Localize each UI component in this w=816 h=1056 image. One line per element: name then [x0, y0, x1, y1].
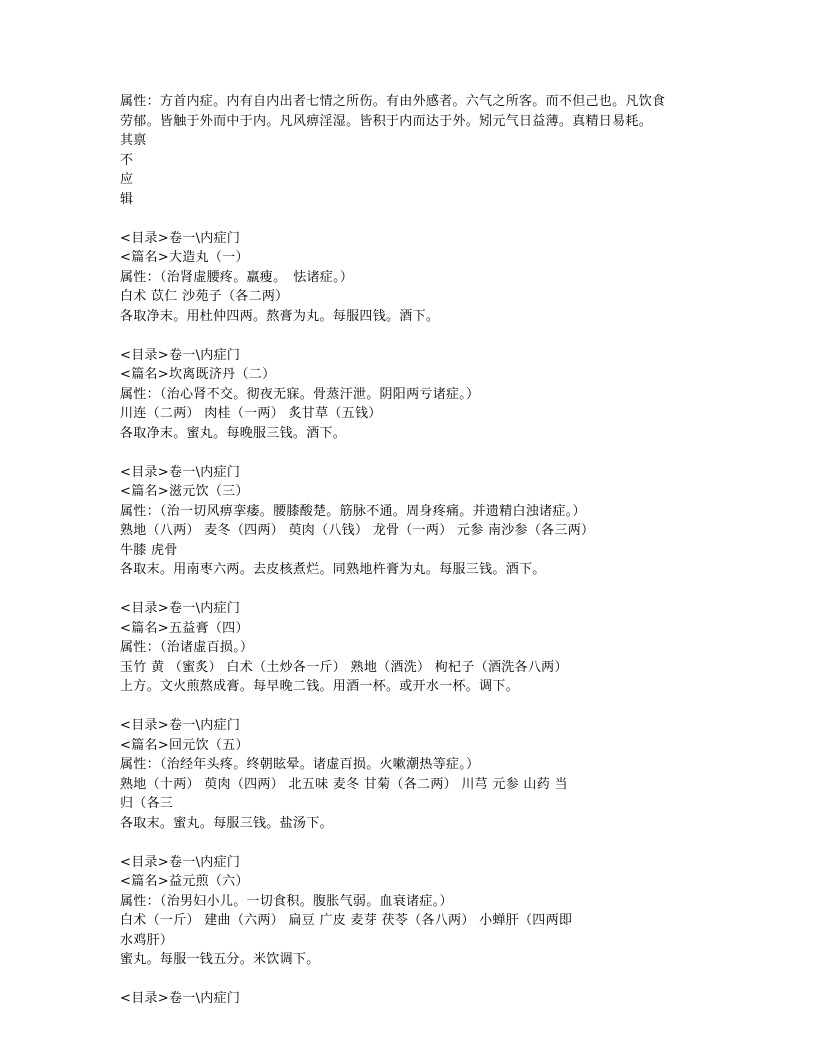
- text-line: 不: [120, 152, 134, 168]
- text-line: 劳郁。皆触于外而中于内。凡风痹淫湿。皆积于内而达于外。矧元气日益薄。真精日易耗。: [120, 113, 653, 129]
- catalog-line: <目录>卷一\内症门: [120, 718, 241, 733]
- instructions-line: 各取末。用南枣六两。去皮核煮烂。同熟地杵膏为丸。每服三钱。酒下。: [120, 562, 546, 577]
- ingredients-line: 牛膝 虎骨: [120, 542, 178, 558]
- spacer: [120, 697, 700, 717]
- ingredients-line: 玉竹 黄 （蜜炙） 白术（土炒各一斤） 熟地（酒洗） 枸杞子（酒洗各八两）: [120, 659, 568, 675]
- instructions-line: 各取末。蜜丸。每服三钱。盐汤下。: [120, 815, 333, 831]
- document-page: [120, 92, 700, 1009]
- spacer: [120, 833, 700, 853]
- ingredients-line: 白术 苡仁 沙苑子（各二两）: [120, 289, 289, 304]
- title-line: <篇名>回元饮（五）: [120, 737, 249, 753]
- catalog-line: <目录>卷一\内症门: [120, 347, 241, 363]
- text-line: 应: [120, 172, 134, 187]
- catalog-line: <目录>卷一\内症门: [120, 230, 241, 246]
- attribute-line: 属性：（治一切风痹挛痿。腰膝酸楚。筋脉不通。周身疼痛。并遗精白浊诸症。）: [120, 503, 586, 519]
- ingredients-line: 白术（一斤） 建曲（六两） 扁豆 广皮 麦芽 茯苓（各八两） 小蝉肝（四两即: [120, 913, 573, 928]
- instructions-line: 各取净末。用杜仲四两。熬膏为丸。每服四钱。酒下。: [120, 308, 440, 324]
- entry-block: [120, 463, 700, 580]
- ingredients-line: 熟地（十两） 萸肉（四两） 北五味 麦冬 甘菊（各二两） 川芎 元参 山药 当: [120, 776, 568, 792]
- spacer: [120, 970, 700, 990]
- text-line: 辑: [120, 191, 134, 207]
- entry-block: [120, 599, 700, 697]
- ingredients-line: 水鸡肝）: [120, 932, 174, 948]
- ingredients-line: 熟地（八两） 麦冬（四两） 萸肉（八钱） 龙骨（一两） 元参 南沙参（各三两）: [120, 523, 595, 538]
- entry-block: [120, 346, 700, 444]
- attribute-line: 属性：（治肾虚腰疼。羸瘦。 怯诸症。）: [120, 269, 354, 285]
- ingredients-line: 归（各三: [120, 796, 174, 811]
- ingredients-line: 川连（二两） 肉桂（一两） 炙甘草（五钱）: [120, 406, 382, 421]
- catalog-line: <目录>卷一\内症门: [120, 601, 241, 616]
- spacer: [120, 580, 700, 600]
- text-line: 属性：方首内症。内有自内出者七情之所伤。有由外感者。六气之所客。而不但己也。凡饮食: [120, 94, 666, 109]
- spacer: [120, 209, 700, 229]
- text-line: 其禀: [120, 133, 147, 148]
- title-line: <篇名>坎离既济丹（二）: [120, 367, 276, 382]
- entry-block: [120, 989, 700, 1009]
- attribute-line: 属性：（治男妇小儿。一切食积。腹胀气弱。血衰诸症。）: [120, 893, 453, 909]
- spacer: [120, 443, 700, 463]
- entry-block: [120, 716, 700, 833]
- title-line: <篇名>大造丸（一）: [120, 250, 249, 265]
- instructions-line: 各取净末。蜜丸。每晚服三钱。酒下。: [120, 425, 347, 441]
- catalog-line: <目录>卷一\内症门: [120, 854, 241, 870]
- catalog-line: <目录>卷一\内症门: [120, 991, 241, 1006]
- instructions-line: 上方。文火煎熬成膏。每早晚二钱。用酒一杯。或开水一杯。调下。: [120, 679, 520, 694]
- entry-block: [120, 853, 700, 970]
- attribute-line: 属性：（治诸虚百损。）: [120, 640, 254, 655]
- attribute-line: 属性：（治心肾不交。彻夜无寐。骨蒸汗泄。阴阳两亏诸症。）: [120, 386, 480, 402]
- title-line: <篇名>益元煎（六）: [120, 874, 249, 889]
- instructions-line: 蜜丸。每服一钱五分。米饮调下。: [120, 952, 320, 967]
- attribute-line: 属性：（治经年头疼。终朝眩晕。诸虚百损。火嗽潮热等症。）: [120, 757, 480, 772]
- title-line: <篇名>滋元饮（三）: [120, 484, 249, 499]
- title-line: <篇名>五益膏（四）: [120, 620, 249, 636]
- entry-block: [120, 229, 700, 327]
- spacer: [120, 326, 700, 346]
- intro-block: [120, 92, 700, 209]
- catalog-line: <目录>卷一\内症门: [120, 464, 241, 480]
